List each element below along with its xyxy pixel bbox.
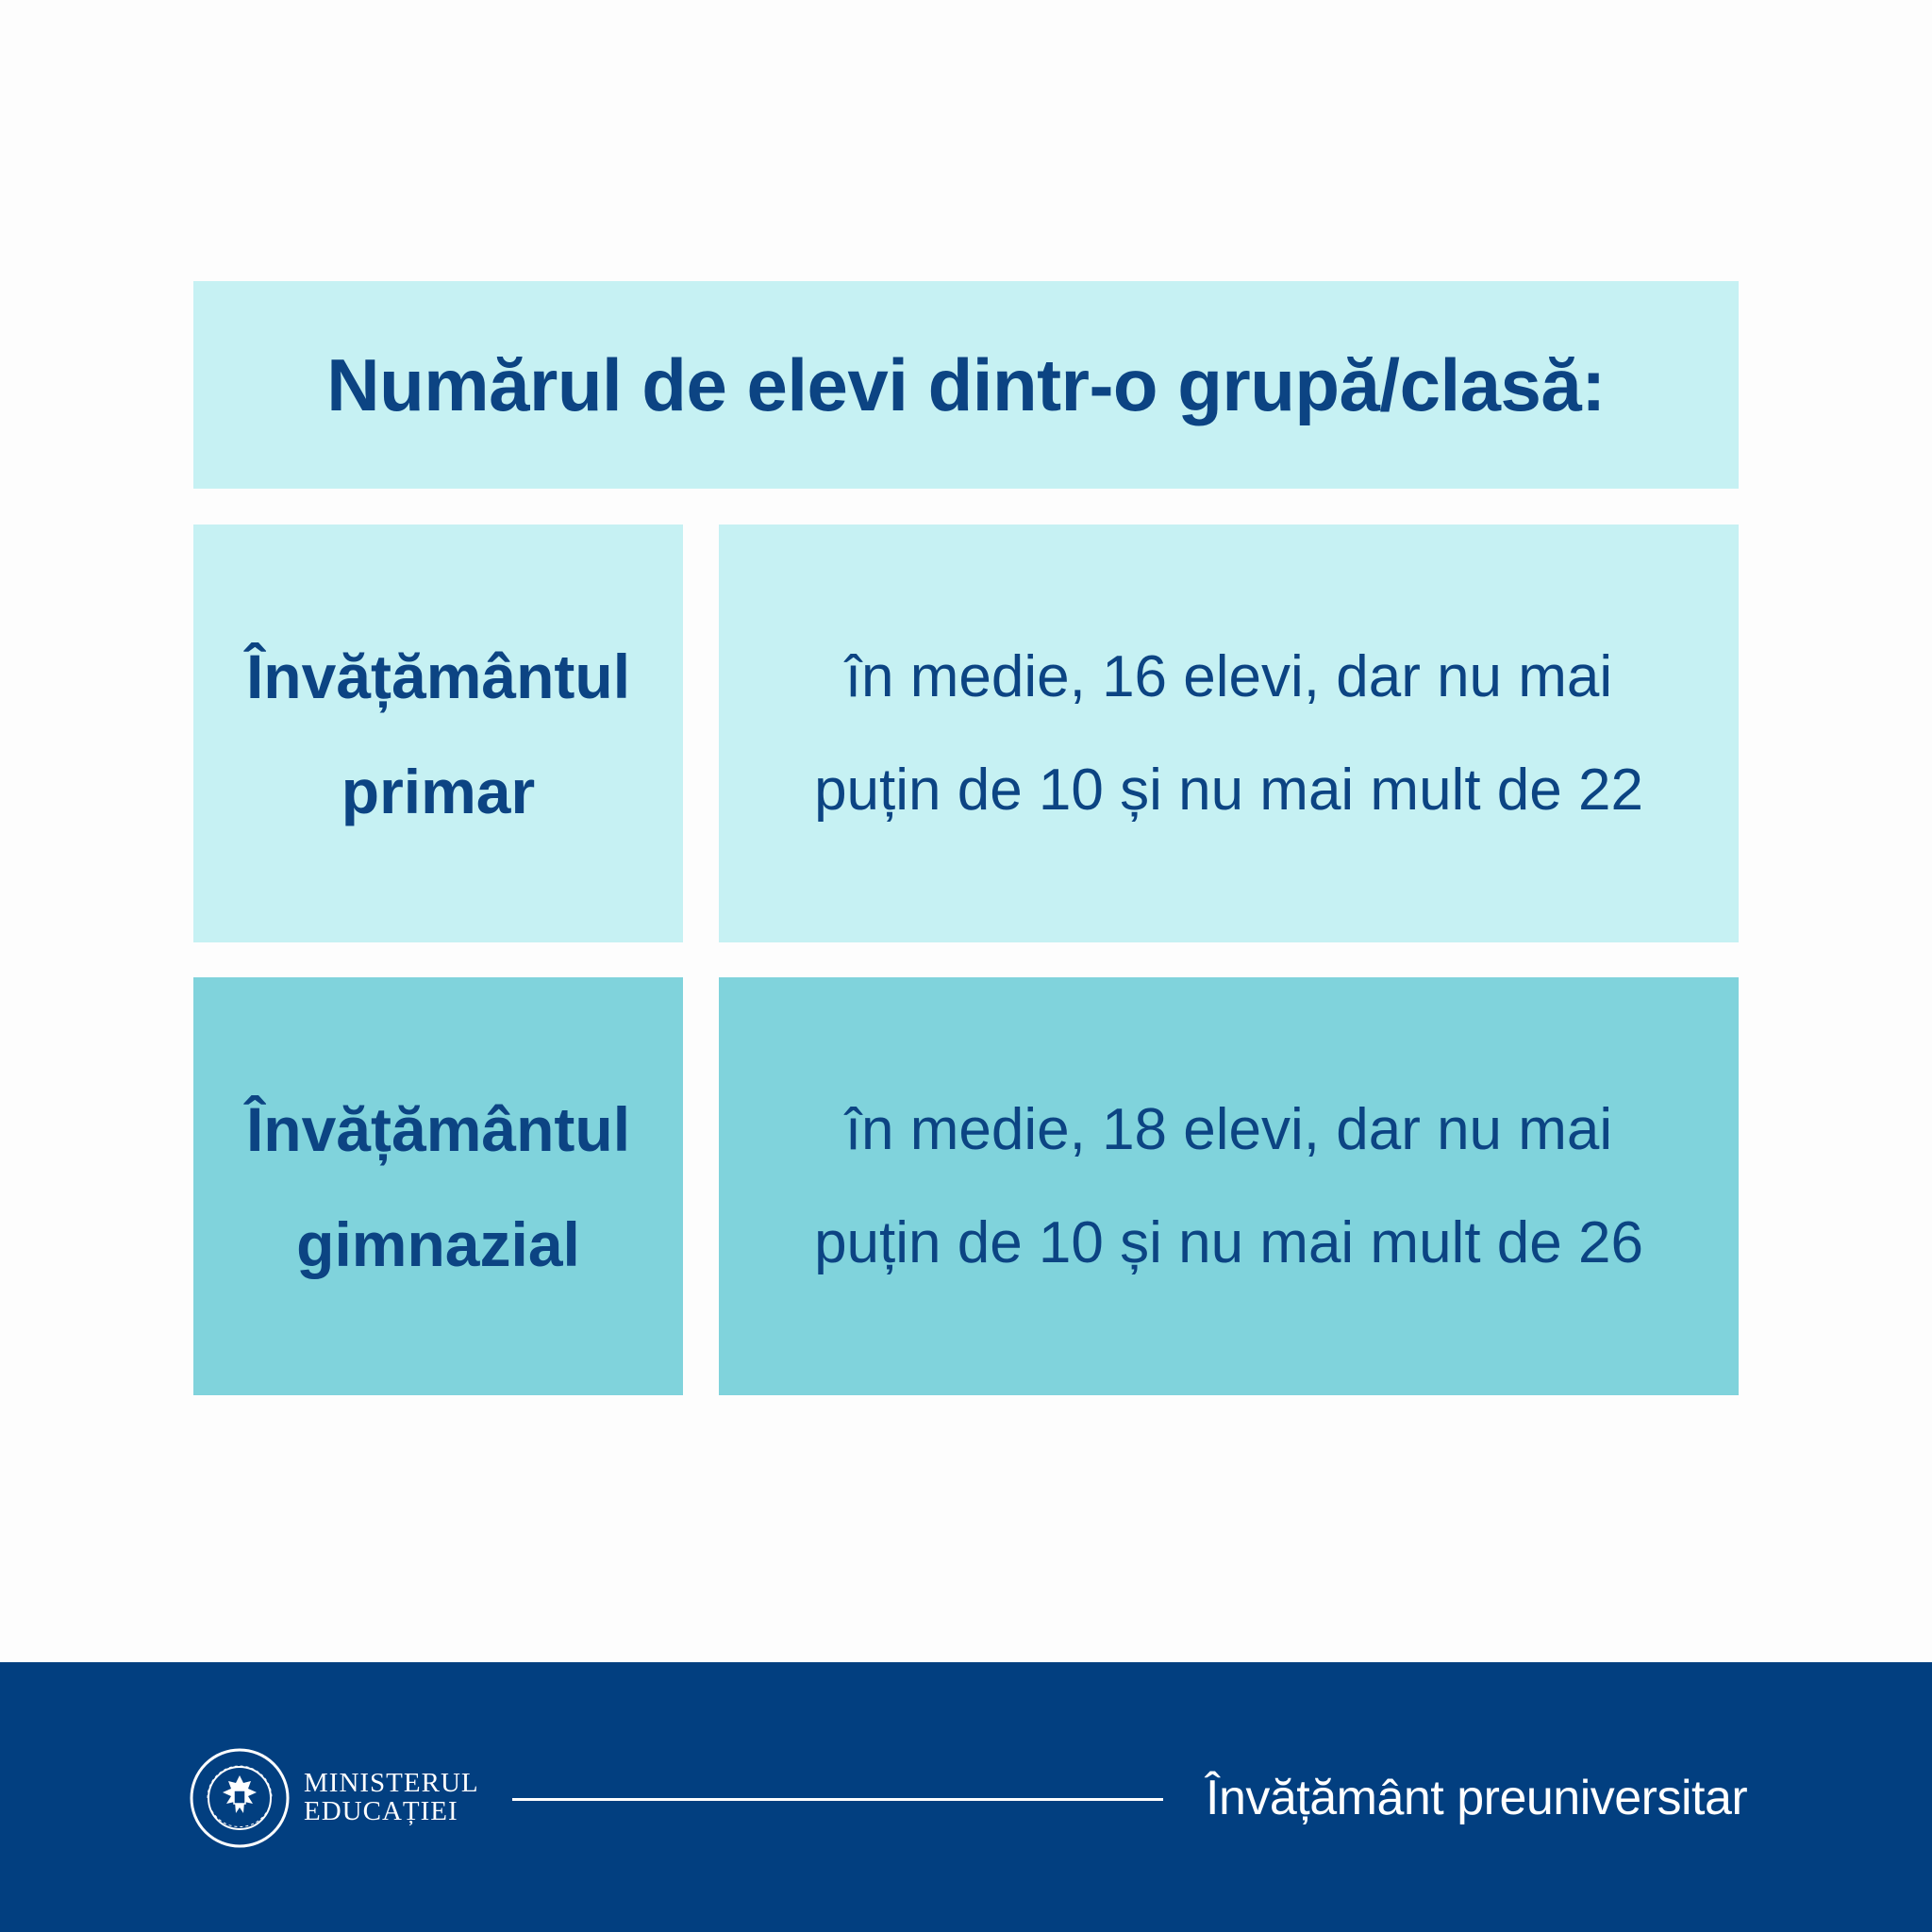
row-label-line1: Învățământul bbox=[245, 641, 631, 711]
row-gimnazial-label-cell bbox=[193, 977, 683, 1395]
title-box bbox=[193, 281, 1739, 489]
footer-tagline: Învățământ preuniversitar bbox=[1206, 1771, 1748, 1825]
row-value-line2: puțin de 10 și nu mai mult de 26 bbox=[814, 1209, 1643, 1275]
ministry-line2: EDUCAȚIEI bbox=[304, 1796, 458, 1826]
row-label-line2: primar bbox=[341, 756, 536, 826]
row-primar-value-cell bbox=[719, 525, 1739, 942]
row-value-line1: în medie, 18 elevi, dar nu mai bbox=[844, 1096, 1613, 1162]
row-primar-label-cell bbox=[193, 525, 683, 942]
footer-divider bbox=[512, 1798, 1163, 1801]
row-value-line2: puțin de 10 și nu mai mult de 22 bbox=[814, 757, 1643, 823]
row-value-line1: în medie, 16 elevi, dar nu mai bbox=[844, 643, 1613, 709]
page-title: Numărul de elevi dintr-o grupă/clasă: bbox=[326, 342, 1606, 426]
row-label-line2: gimnazial bbox=[296, 1208, 580, 1279]
ministry-name bbox=[304, 1769, 479, 1825]
row-label-line1: Învățământul bbox=[245, 1093, 631, 1164]
row-gimnazial-value-cell bbox=[719, 977, 1739, 1395]
government-seal-icon bbox=[189, 1747, 291, 1849]
ministry-line1: MINISTERUL bbox=[304, 1768, 479, 1798]
